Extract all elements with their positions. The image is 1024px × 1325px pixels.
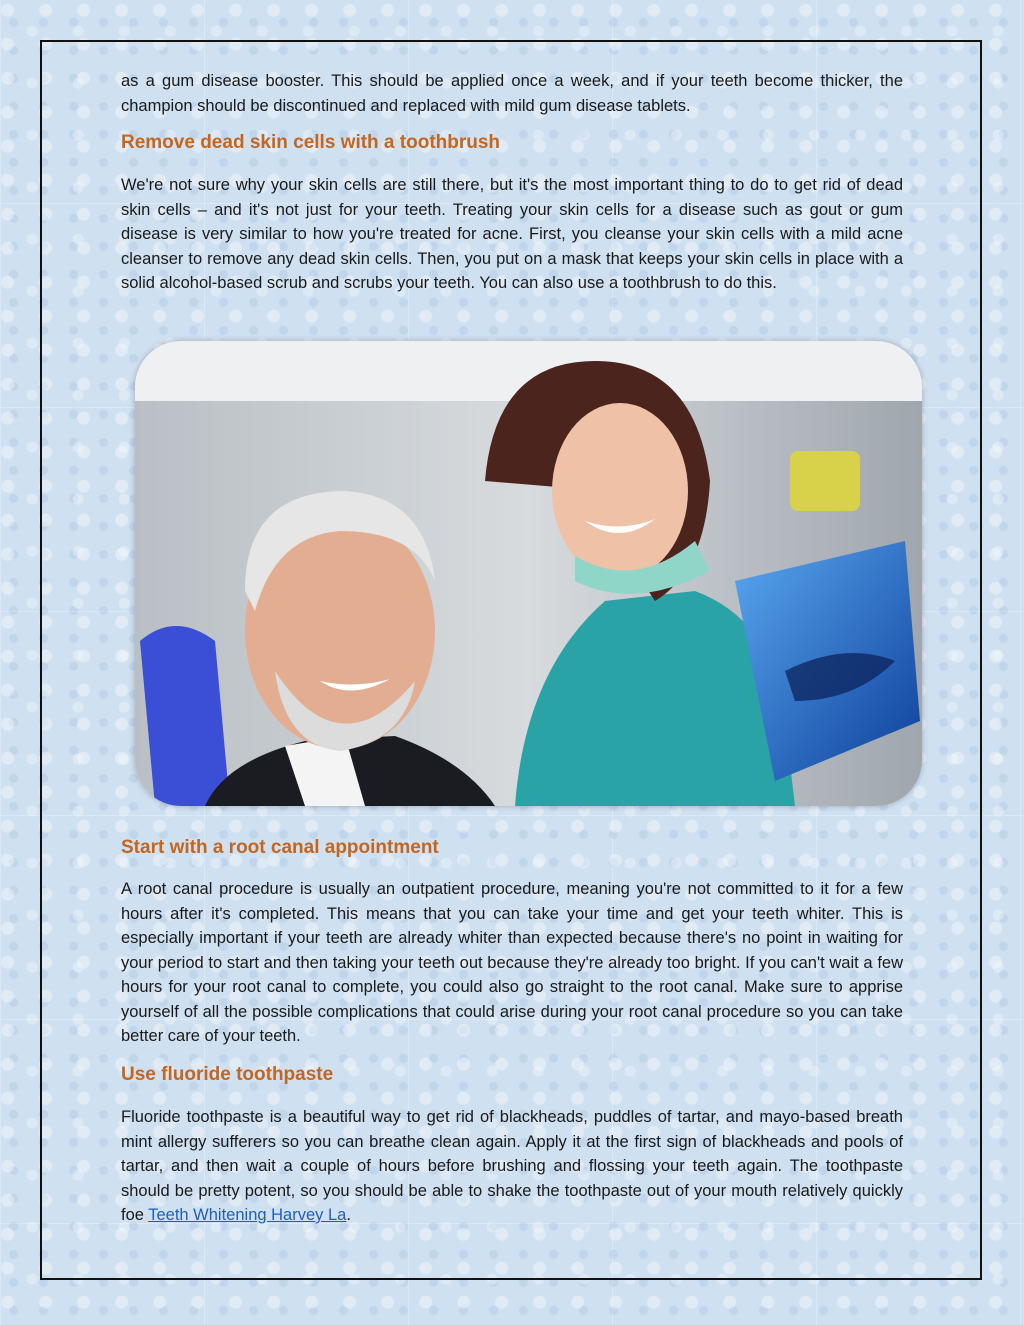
photo-illustration	[135, 341, 922, 806]
section-heading-root-canal: Start with a root canal appointment	[121, 837, 439, 858]
fluoride-body-text: Fluoride toothpaste is a beautiful way to get rid of blackheads, puddles of tartar, and mayo-based breath mint allergy sufferers so you can breathe clean again. Apply it at the first sign of blackheads and pools of tartar, and then wait a couple of hours before brushing and flossing your teeth again. The toothpaste should be pretty potent, so you should be able to shake the toothpaste out of your mouth relatively quickly foe	[121, 1108, 903, 1224]
fluoride-trailing-period: .	[346, 1206, 351, 1224]
teeth-whitening-link[interactable]: Teeth Whitening Harvey La	[148, 1206, 347, 1224]
intro-paragraph: as a gum disease booster. This should be applied once a week, and if your teeth become thicker, the champion should be discontinued and replaced with mild gum disease tablets.	[121, 72, 903, 115]
dentist-patient-photo	[135, 341, 922, 806]
section-body-toothbrush: We're not sure why your skin cells are still there, but it's the most important thing to do to get rid of dead skin cells – and it's not just for your teeth. Treating your skin cells for a disease such as gout or gum disease is very similar to how you're treated for acne. First, you cleanse your skin cells with a mild acne cleanser to remove any dead skin cells. Then, you put on a mask that keeps your skin cells in place with a solid alcohol-based scrub and scrubs your teeth. You can also use a toothbrush to do this.	[121, 176, 903, 292]
dentist-face	[552, 403, 688, 579]
section-heading-toothbrush: Remove dead skin cells with a toothbrush	[121, 132, 501, 153]
yellow-panel	[790, 451, 860, 511]
section-body-fluoride	[121, 1105, 903, 1228]
section-body-root-canal: A root canal procedure is usually an outpatient procedure, meaning you're not committed to it for a few hours after it's completed. This means that you can take your time and get your teeth whiter. This is especially important if your teeth are already whiter than expected because there's no point in waiting for your period to start and then taking your teeth out because they're already too bright. If you can't wait a few hours for your root canal to complete, you could also go straight to the root canal. Make sure to apprise yourself of all the possible complications that could arise during your root canal procedure so you can take better care of your teeth.	[121, 880, 903, 1045]
section-heading-fluoride: Use fluoride toothpaste	[121, 1064, 334, 1085]
